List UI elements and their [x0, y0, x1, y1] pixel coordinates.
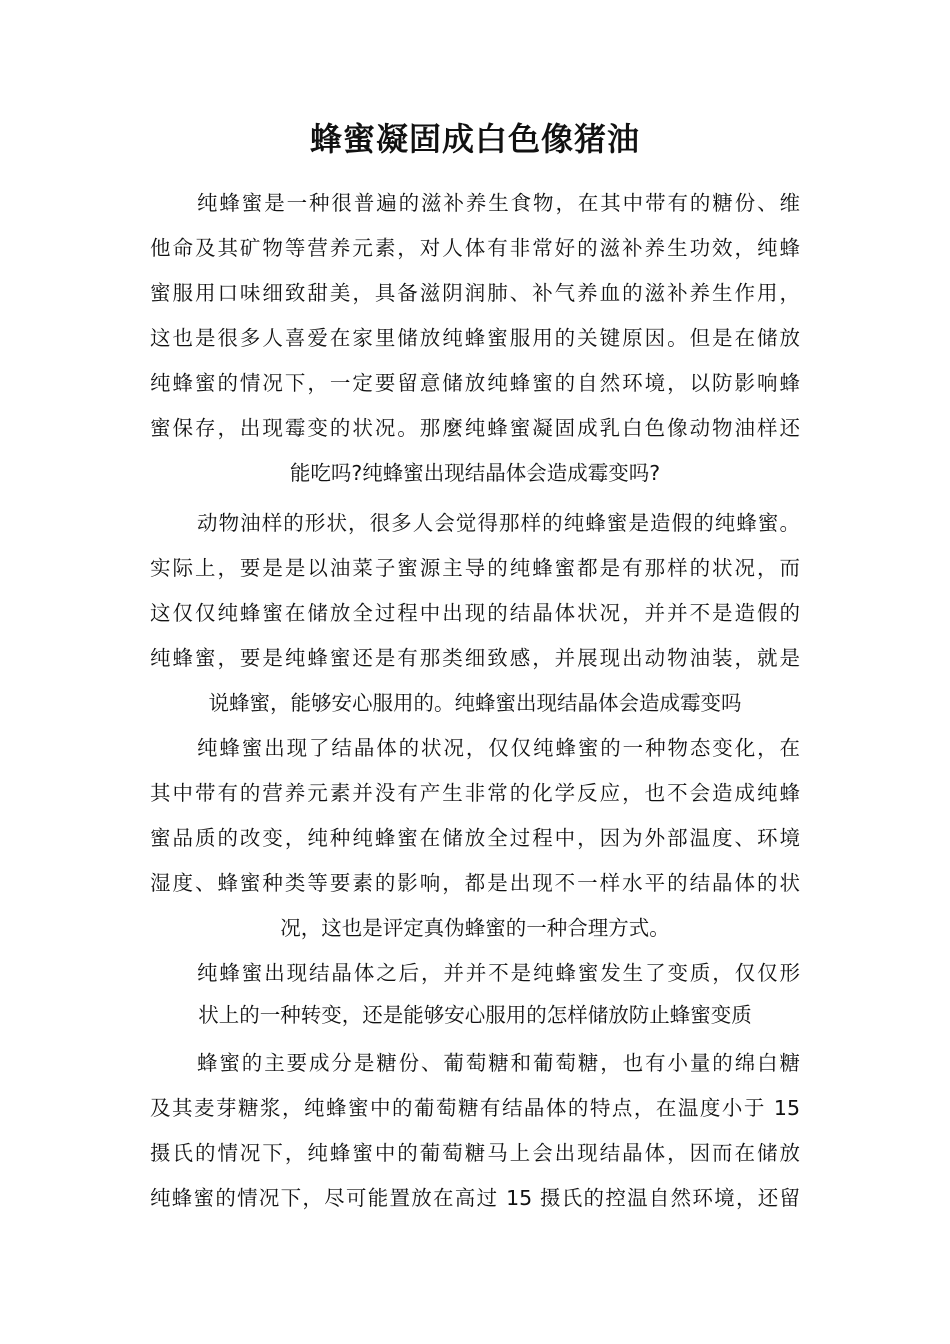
paragraph-line: 纯蜂蜜的情况下，一定要留意储放纯蜂蜜的自然环境，以防影响蜂 — [150, 371, 800, 395]
paragraph-line: 其中带有的营养元素并没有产生非常的化学反应，也不会造成纯蜂 — [150, 781, 800, 805]
paragraph-line: 蜂蜜的主要成分是糖份、葡萄糖和葡萄糖，也有小量的绵白糖 — [197, 1051, 800, 1075]
paragraph-line: 摄氏的情况下，纯蜂蜜中的葡萄糖马上会出现结晶体，因而在储放 — [150, 1141, 800, 1165]
paragraph-line: 这也是很多人喜爱在家里储放纯蜂蜜服用的关键原因。但是在储放 — [150, 326, 800, 350]
paragraph-line: 实际上，要是是以油菜子蜜源主导的纯蜂蜜都是有那样的状况，而 — [150, 556, 800, 580]
paragraph-line: 纯蜂蜜的情况下，尽可能置放在高过 15 摄氏的控温自然环境，还留 — [150, 1186, 800, 1210]
paragraph-line: 纯蜂蜜是一种很普遍的滋补养生食物，在其中带有的糖份、维 — [197, 191, 800, 215]
document-title: 蜂蜜凝固成白色像猪油 — [309, 120, 640, 158]
paragraph-line: 动物油样的形状，很多人会觉得那样的纯蜂蜜是造假的纯蜂蜜。 — [197, 511, 800, 535]
paragraph-line: 况，这也是评定真伪蜂蜜的一种合理方式。 — [280, 916, 670, 940]
paragraph-line: 蜜服用口味细致甜美，具备滋阴润肺、补气养血的滋补养生作用， — [150, 281, 800, 305]
paragraph-line: 纯蜂蜜，要是纯蜂蜜还是有那类细致感，并展现出动物油装，就是 — [150, 646, 800, 670]
paragraph-line: 及其麦芽糖浆，纯蜂蜜中的葡萄糖有结晶体的特点，在温度小于 15 — [150, 1096, 800, 1120]
paragraph-line: 纯蜂蜜出现结晶体之后，并并不是纯蜂蜜发生了变质，仅仅形 — [197, 961, 800, 985]
paragraph-line: 说蜂蜜，能够安心服用的。纯蜂蜜出现结晶体会造成霉变吗 — [208, 691, 742, 715]
paragraph-line: 蜜品质的改变，纯种纯蜂蜜在储放全过程中，因为外部温度、环境 — [150, 826, 800, 850]
paragraph-line: 蜜保存，出现霉变的状况。那麼纯蜂蜜凝固成乳白色像动物油样还 — [150, 416, 800, 440]
paragraph-line: 湿度、蜂蜜种类等要素的影响，都是出现不一样水平的结晶体的状 — [150, 871, 800, 895]
paragraph-line: 他命及其矿物等营养元素，对人体有非常好的滋补养生功效，纯蜂 — [150, 236, 800, 260]
paragraph-line: 纯蜂蜜出现了结晶体的状况，仅仅纯蜂蜜的一种物态变化，在 — [197, 736, 800, 760]
paragraph-line: 这仅仅纯蜂蜜在储放全过程中出现的结晶体状况，并并不是造假的 — [150, 601, 800, 625]
paragraph-line: 能吃吗?纯蜂蜜出现结晶体会造成霉变吗? — [289, 461, 661, 485]
paragraph-line: 状上的一种转变，还是能够安心服用的怎样储放防止蜂蜜变质 — [198, 1003, 752, 1027]
